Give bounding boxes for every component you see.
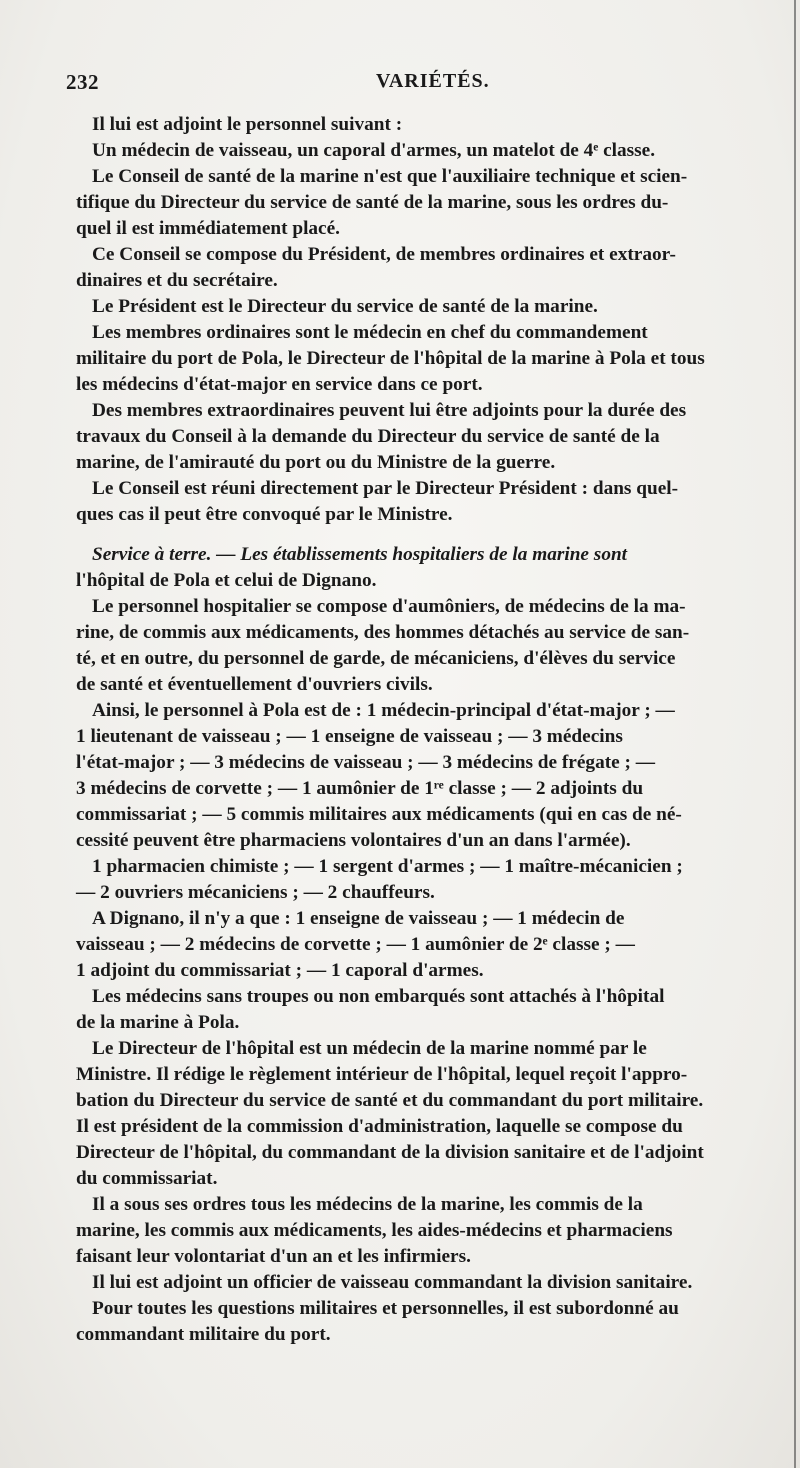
page-edge-shadow <box>794 0 796 1468</box>
text-line: rine, de commis aux médicaments, des hommes détachés au service de san- <box>76 622 690 643</box>
text-line: 1 lieutenant de vaisseau ; — 1 enseigne de vaisseau ; — 3 médecins <box>76 726 623 747</box>
text-line: A Dignano, il n'y a que : 1 enseigne de vaisseau ; — 1 médecin de <box>92 908 625 929</box>
text-line: Ministre. Il rédige le règlement intérieur de l'hôpital, lequel reçoit l'appro- <box>76 1064 688 1085</box>
text-line: Le Conseil de santé de la marine n'est que l'auxiliaire technique et scien- <box>92 166 688 187</box>
section-heading-line: Service à terre. — Les établissements hospitaliers de la marine sont <box>92 544 628 565</box>
text-line: Le Conseil est réuni directement par le Directeur Président : dans quel- <box>92 478 679 499</box>
text-line: de santé et éventuellement d'ouvriers civils. <box>76 674 433 695</box>
text-line: Il est président de la commission d'administration, laquelle se compose du <box>76 1116 683 1137</box>
text-line: Pour toutes les questions militaires et personnelles, il est subordonné au <box>92 1298 679 1319</box>
text-line: marine, de l'amirauté du port ou du Ministre de la guerre. <box>76 452 556 473</box>
text-line: tifique du Directeur du service de santé de la marine, sous les ordres du- <box>76 192 669 213</box>
text-line: cessité peuvent être pharmaciens volontaires d'un an dans l'armée). <box>76 830 631 851</box>
text-line: quel il est immédiatement placé. <box>76 218 340 239</box>
text-line: 1 pharmacien chimiste ; — 1 sergent d'armes ; — 1 maître-mécanicien ; <box>92 856 683 877</box>
text-line: té, et en outre, du personnel de garde, de mécaniciens, d'élèves du service <box>76 648 676 669</box>
text-line: dinaires et du secrétaire. <box>76 270 278 291</box>
body-text <box>76 112 790 1348</box>
text-line: de la marine à Pola. <box>76 1012 240 1033</box>
text-line: ques cas il peut être convoqué par le Ministre. <box>76 504 453 525</box>
text-line: Ainsi, le personnel à Pola est de : 1 médecin-principal d'état-major ; — <box>92 700 675 721</box>
page-header <box>66 70 730 100</box>
text-line: 3 médecins de corvette ; — 1 aumônier de 1ʳᵉ classe ; — 2 adjoints du <box>76 778 644 799</box>
text-line: Il lui est adjoint le personnel suivant : <box>92 114 403 135</box>
text-line: Il lui est adjoint un officier de vaisseau commandant la division sanitaire. <box>92 1272 693 1293</box>
text-line: 1 adjoint du commissariat ; — 1 caporal d'armes. <box>76 960 484 981</box>
text-line: faisant leur volontariat d'un an et les infirmiers. <box>76 1246 471 1267</box>
text-line: commissariat ; — 5 commis militaires aux médicaments (qui en cas de né- <box>76 804 682 825</box>
text-line: Un médecin de vaisseau, un caporal d'armes, un matelot de 4ᵉ classe. <box>92 140 656 161</box>
page-number: 232 <box>66 70 99 94</box>
text-line: Le Directeur de l'hôpital est un médecin de la marine nommé par le <box>92 1038 647 1059</box>
text-line: les médecins d'état-major en service dans ce port. <box>76 374 483 395</box>
text-line: Le Président est le Directeur du service de santé de la marine. <box>92 296 598 317</box>
text-line: militaire du port de Pola, le Directeur de l'hôpital de la marine à Pola et tous <box>76 348 705 369</box>
text-line: — 2 ouvriers mécaniciens ; — 2 chauffeurs. <box>76 882 435 903</box>
text-line: Les membres ordinaires sont le médecin en chef du commandement <box>92 322 648 343</box>
text-line: vaisseau ; — 2 médecins de corvette ; — 1 aumônier de 2ᵉ classe ; — <box>76 934 635 955</box>
text-line: Directeur de l'hôpital, du commandant de la division sanitaire et de l'adjoint <box>76 1142 704 1163</box>
text-line: Des membres extraordinaires peuvent lui être adjoints pour la durée des <box>92 400 687 421</box>
text-line: commandant militaire du port. <box>76 1324 331 1345</box>
text-line: marine, les commis aux médicaments, les aides-médecins et pharmaciens <box>76 1220 673 1241</box>
text-line: l'état-major ; — 3 médecins de vaisseau ; — 3 médecins de frégate ; — <box>76 752 656 773</box>
text-line: du commissariat. <box>76 1168 218 1189</box>
text-line: Le personnel hospitalier se compose d'aumôniers, de médecins de la ma- <box>92 596 686 617</box>
text-line: l'hôpital de Pola et celui de Dignano. <box>76 570 377 591</box>
text-line: Les médecins sans troupes ou non embarqués sont attachés à l'hôpital <box>92 986 665 1007</box>
text-line: Ce Conseil se compose du Président, de membres ordinaires et extraor- <box>92 244 676 265</box>
running-title: VARIÉTÉS. <box>376 70 490 92</box>
text-line: travaux du Conseil à la demande du Directeur du service de santé de la <box>76 426 660 447</box>
text-line: Il a sous ses ordres tous les médecins de la marine, les commis de la <box>92 1194 643 1215</box>
text-line: bation du Directeur du service de santé et du commandant du port militaire. <box>76 1090 704 1111</box>
